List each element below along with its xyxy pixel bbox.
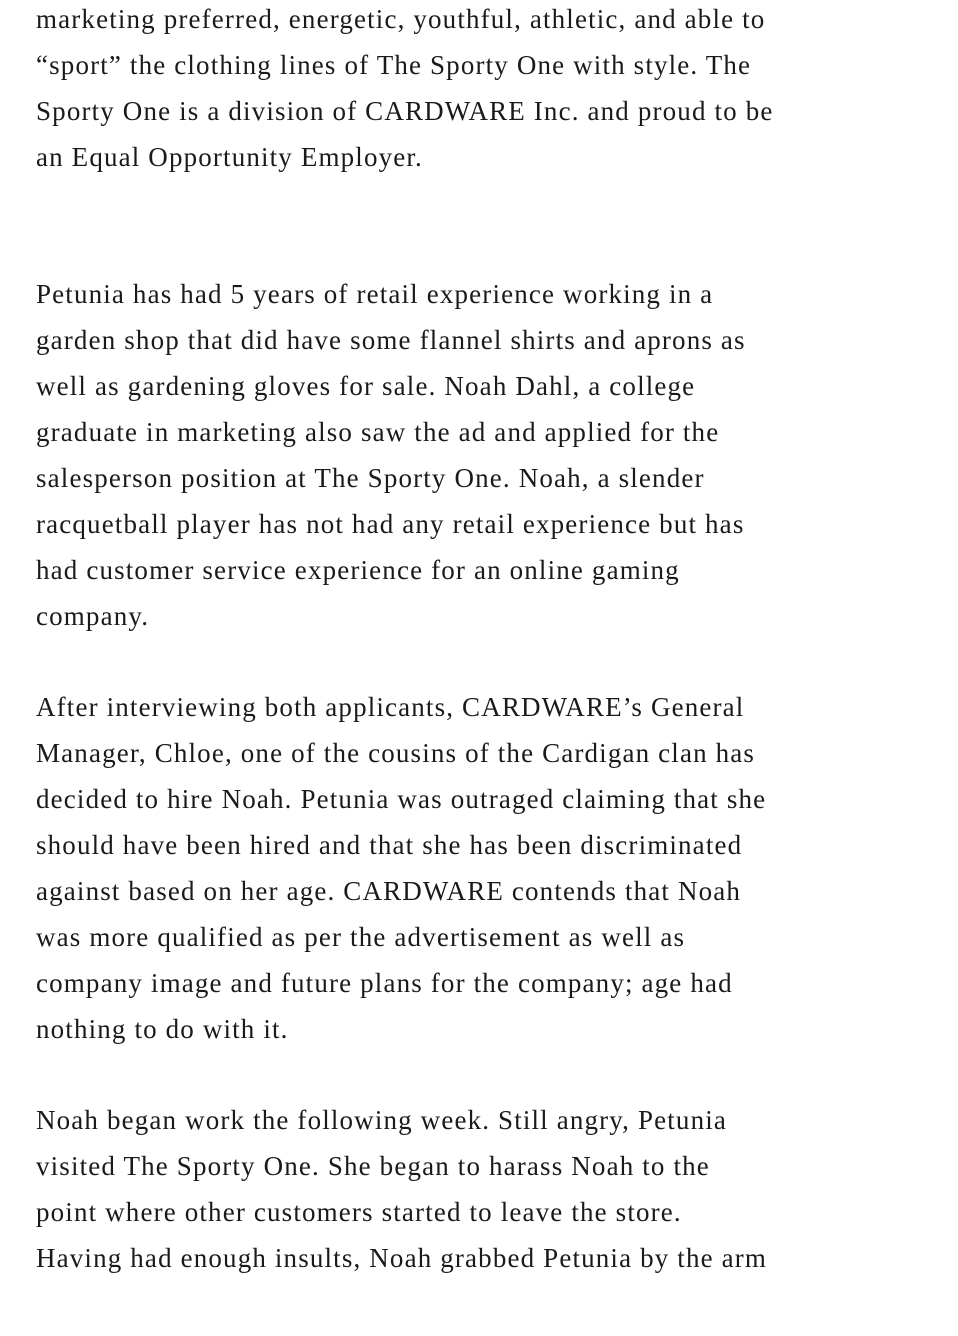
text-line: Manager, Chloe, one of the cousins of the Cardigan clan has [36,738,756,769]
text-line: graduate in marketing also saw the ad and applied for the [36,417,720,448]
paragraph-hiring-decision [36,685,936,1052]
paragraph-spacer [36,181,936,273]
paragraph-spacer [36,639,936,685]
text-line: point where other customers started to leave the store. [36,1197,682,1228]
text-line: Petunia has had 5 years of retail experience working in a [36,279,714,310]
paragraph-harassment-incident [36,1098,936,1282]
paragraph-petunia-experience [36,272,936,639]
text-line: nothing to do with it. [36,1013,289,1044]
text-line: had customer service experience for an online gaming [36,554,680,585]
text-line: well as gardening gloves for sale. Noah Dahl, a college [36,371,696,402]
text-line: should have been hired and that she has been discriminated [36,830,743,861]
text-line: Sporty One is a division of CARDWARE Inc. and proud to be [36,95,774,126]
text-line: After interviewing both applicants, CARDWARE’s General [36,692,745,723]
text-line: racquetball player has not had any retail experience but has [36,508,745,539]
text-line: Noah began work the following week. Still angry, Petunia [36,1105,728,1136]
document-body [36,0,936,1282]
text-line: decided to hire Noah. Petunia was outraged claiming that she [36,784,767,815]
text-line: “sport” the clothing lines of The Sporty One with style. The [36,49,752,80]
text-line: against based on her age. CARDWARE contends that Noah [36,875,742,906]
text-line: company. [36,600,150,631]
text-line: an Equal Opportunity Employer. [36,141,423,172]
text-line: salesperson position at The Sporty One. Noah, a slender [36,462,705,493]
text-line: marketing preferred, energetic, youthful, athletic, and able to [36,4,766,34]
text-line: company image and future plans for the company; age had [36,967,733,998]
text-line: was more qualified as per the advertisement as well as [36,921,686,952]
text-line: visited The Sporty One. She began to harass Noah to the [36,1151,710,1182]
text-line: garden shop that did have some flannel shirts and aprons as [36,325,746,356]
text-line: Having had enough insults, Noah grabbed Petunia by the arm [36,1243,768,1274]
paragraph-company-description [36,0,936,181]
paragraph-spacer [36,1053,936,1099]
